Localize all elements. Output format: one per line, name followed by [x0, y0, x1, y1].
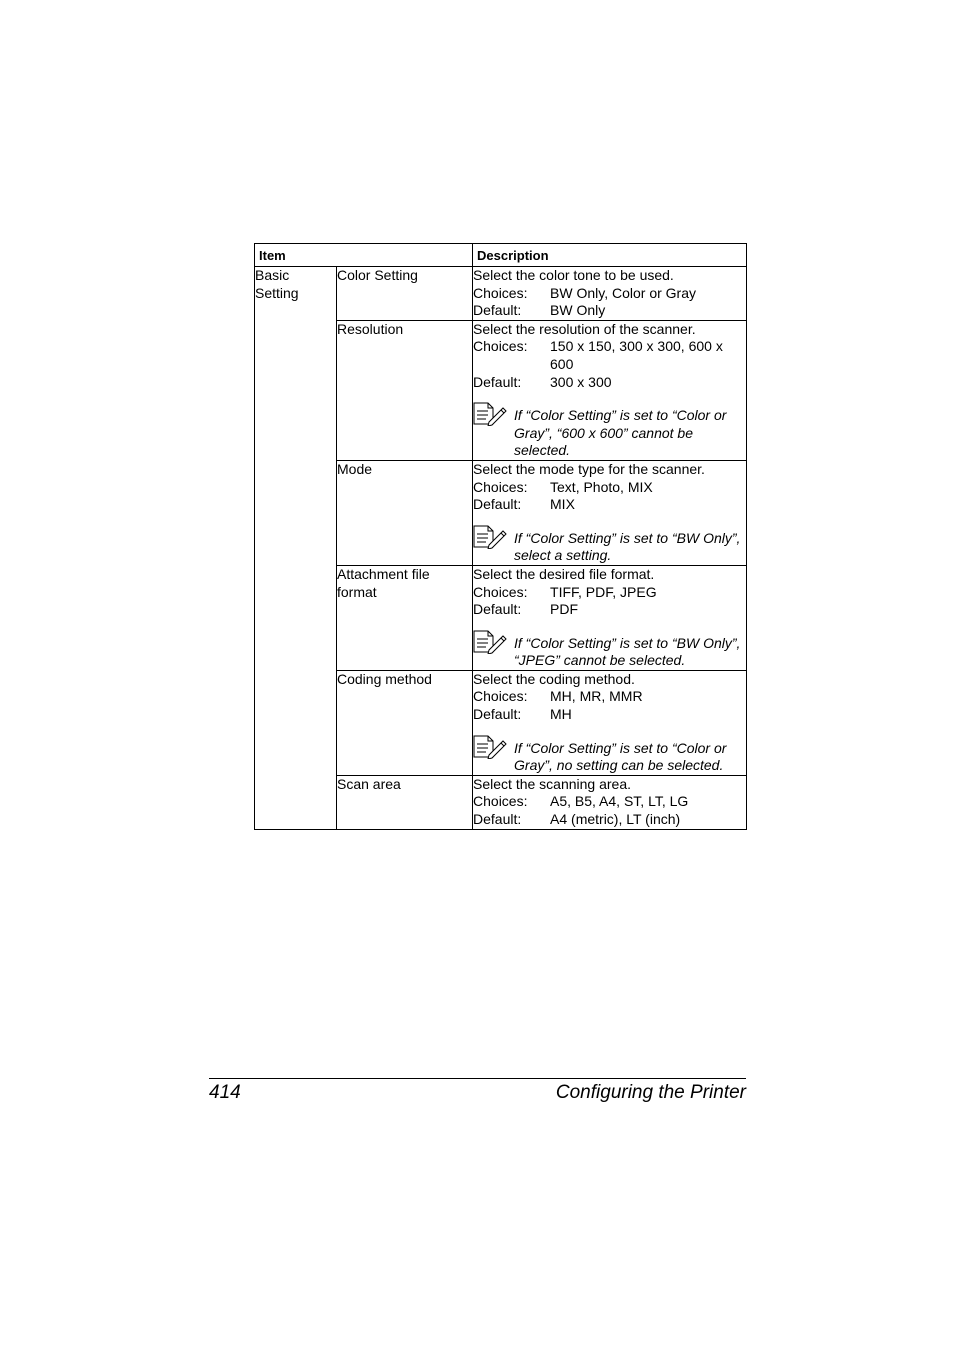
description-cell	[473, 267, 747, 321]
description-summary: Select the scanning area.	[473, 775, 632, 792]
choices-label: Choices:	[473, 688, 528, 705]
default-value: MH	[550, 706, 572, 723]
running-title: Configuring the Printer	[555, 1082, 746, 1103]
note	[473, 735, 746, 775]
default-line	[473, 496, 746, 514]
item-label: Mode	[337, 460, 473, 565]
default-line	[473, 811, 746, 829]
choices-value: Text, Photo, MIX	[550, 478, 653, 495]
choices-value: A5, B5, A4, ST, LT, LG	[550, 793, 689, 810]
choices-line	[473, 584, 746, 602]
default-line	[473, 706, 746, 724]
group-label: Basic Setting	[255, 267, 337, 830]
choices-value: BW Only, Color or Gray	[550, 284, 697, 301]
note	[473, 402, 746, 460]
default-label: Default:	[473, 601, 522, 618]
choices-line	[473, 793, 746, 811]
item-label: Color Setting	[337, 267, 473, 321]
choices-line	[473, 338, 746, 373]
choices-label: Choices:	[473, 338, 528, 355]
description-summary: Select the color tone to be used.	[473, 267, 674, 283]
note-text: If “Color Setting” is set to “Color or Gray”, no setting can be selected.	[514, 739, 727, 774]
description-cell	[473, 775, 747, 829]
default-line	[473, 601, 746, 619]
note-pencil-icon	[473, 630, 514, 654]
choices-label: Choices:	[473, 284, 528, 301]
note	[473, 525, 746, 565]
choices-label: Choices:	[473, 793, 528, 810]
default-label: Default:	[473, 811, 522, 828]
choices-value: TIFF, PDF, JPEG	[550, 583, 657, 600]
table-header-row	[255, 244, 747, 267]
default-line	[473, 302, 746, 320]
default-value: PDF	[550, 601, 579, 618]
default-value: MIX	[550, 496, 575, 513]
note-text: If “Color Setting” is set to “Color or Gray”, “600 x 600” cannot be selected.	[514, 407, 727, 459]
description-cell	[473, 460, 747, 565]
choices-line	[473, 479, 746, 497]
description-summary: Select the desired file format.	[473, 565, 655, 582]
item-label: Scan area	[337, 775, 473, 829]
description-cell	[473, 565, 747, 670]
description-cell	[473, 320, 747, 460]
choices-label: Choices:	[473, 583, 528, 600]
table-row	[255, 267, 747, 321]
note-text: If “Color Setting” is set to “BW Only”, select a setting.	[514, 529, 741, 564]
note-pencil-icon	[473, 525, 514, 549]
choices-label: Choices:	[473, 478, 528, 495]
note-pencil-icon	[473, 402, 514, 426]
choices-line	[473, 688, 746, 706]
footer-rule	[209, 1078, 746, 1079]
settings-table	[254, 243, 747, 830]
page-number: 414	[209, 1082, 241, 1103]
header-item: Item	[255, 244, 473, 267]
choices-line	[473, 285, 746, 303]
item-label: Resolution	[337, 320, 473, 460]
item-label: Attachment file format	[337, 565, 473, 670]
default-line	[473, 374, 746, 392]
note-pencil-icon	[473, 735, 514, 759]
default-value: 300 x 300	[550, 373, 612, 390]
description-cell	[473, 670, 747, 775]
description-summary: Select the resolution of the scanner.	[473, 320, 696, 337]
note	[473, 630, 746, 670]
description-summary: Select the coding method.	[473, 670, 635, 687]
description-summary: Select the mode type for the scanner.	[473, 460, 705, 477]
default-label: Default:	[473, 302, 522, 319]
default-value: A4 (metric), LT (inch)	[550, 811, 681, 828]
item-label: Coding method	[337, 670, 473, 775]
choices-value: 150 x 150, 300 x 300, 600 x 600	[550, 338, 723, 372]
note-text: If “Color Setting” is set to “BW Only”, “JPEG” cannot be selected.	[514, 634, 741, 669]
default-label: Default:	[473, 496, 522, 513]
default-value: BW Only	[550, 302, 606, 319]
choices-value: MH, MR, MMR	[550, 688, 643, 705]
default-label: Default:	[473, 706, 522, 723]
default-label: Default:	[473, 373, 522, 390]
header-description: Description	[473, 244, 747, 267]
